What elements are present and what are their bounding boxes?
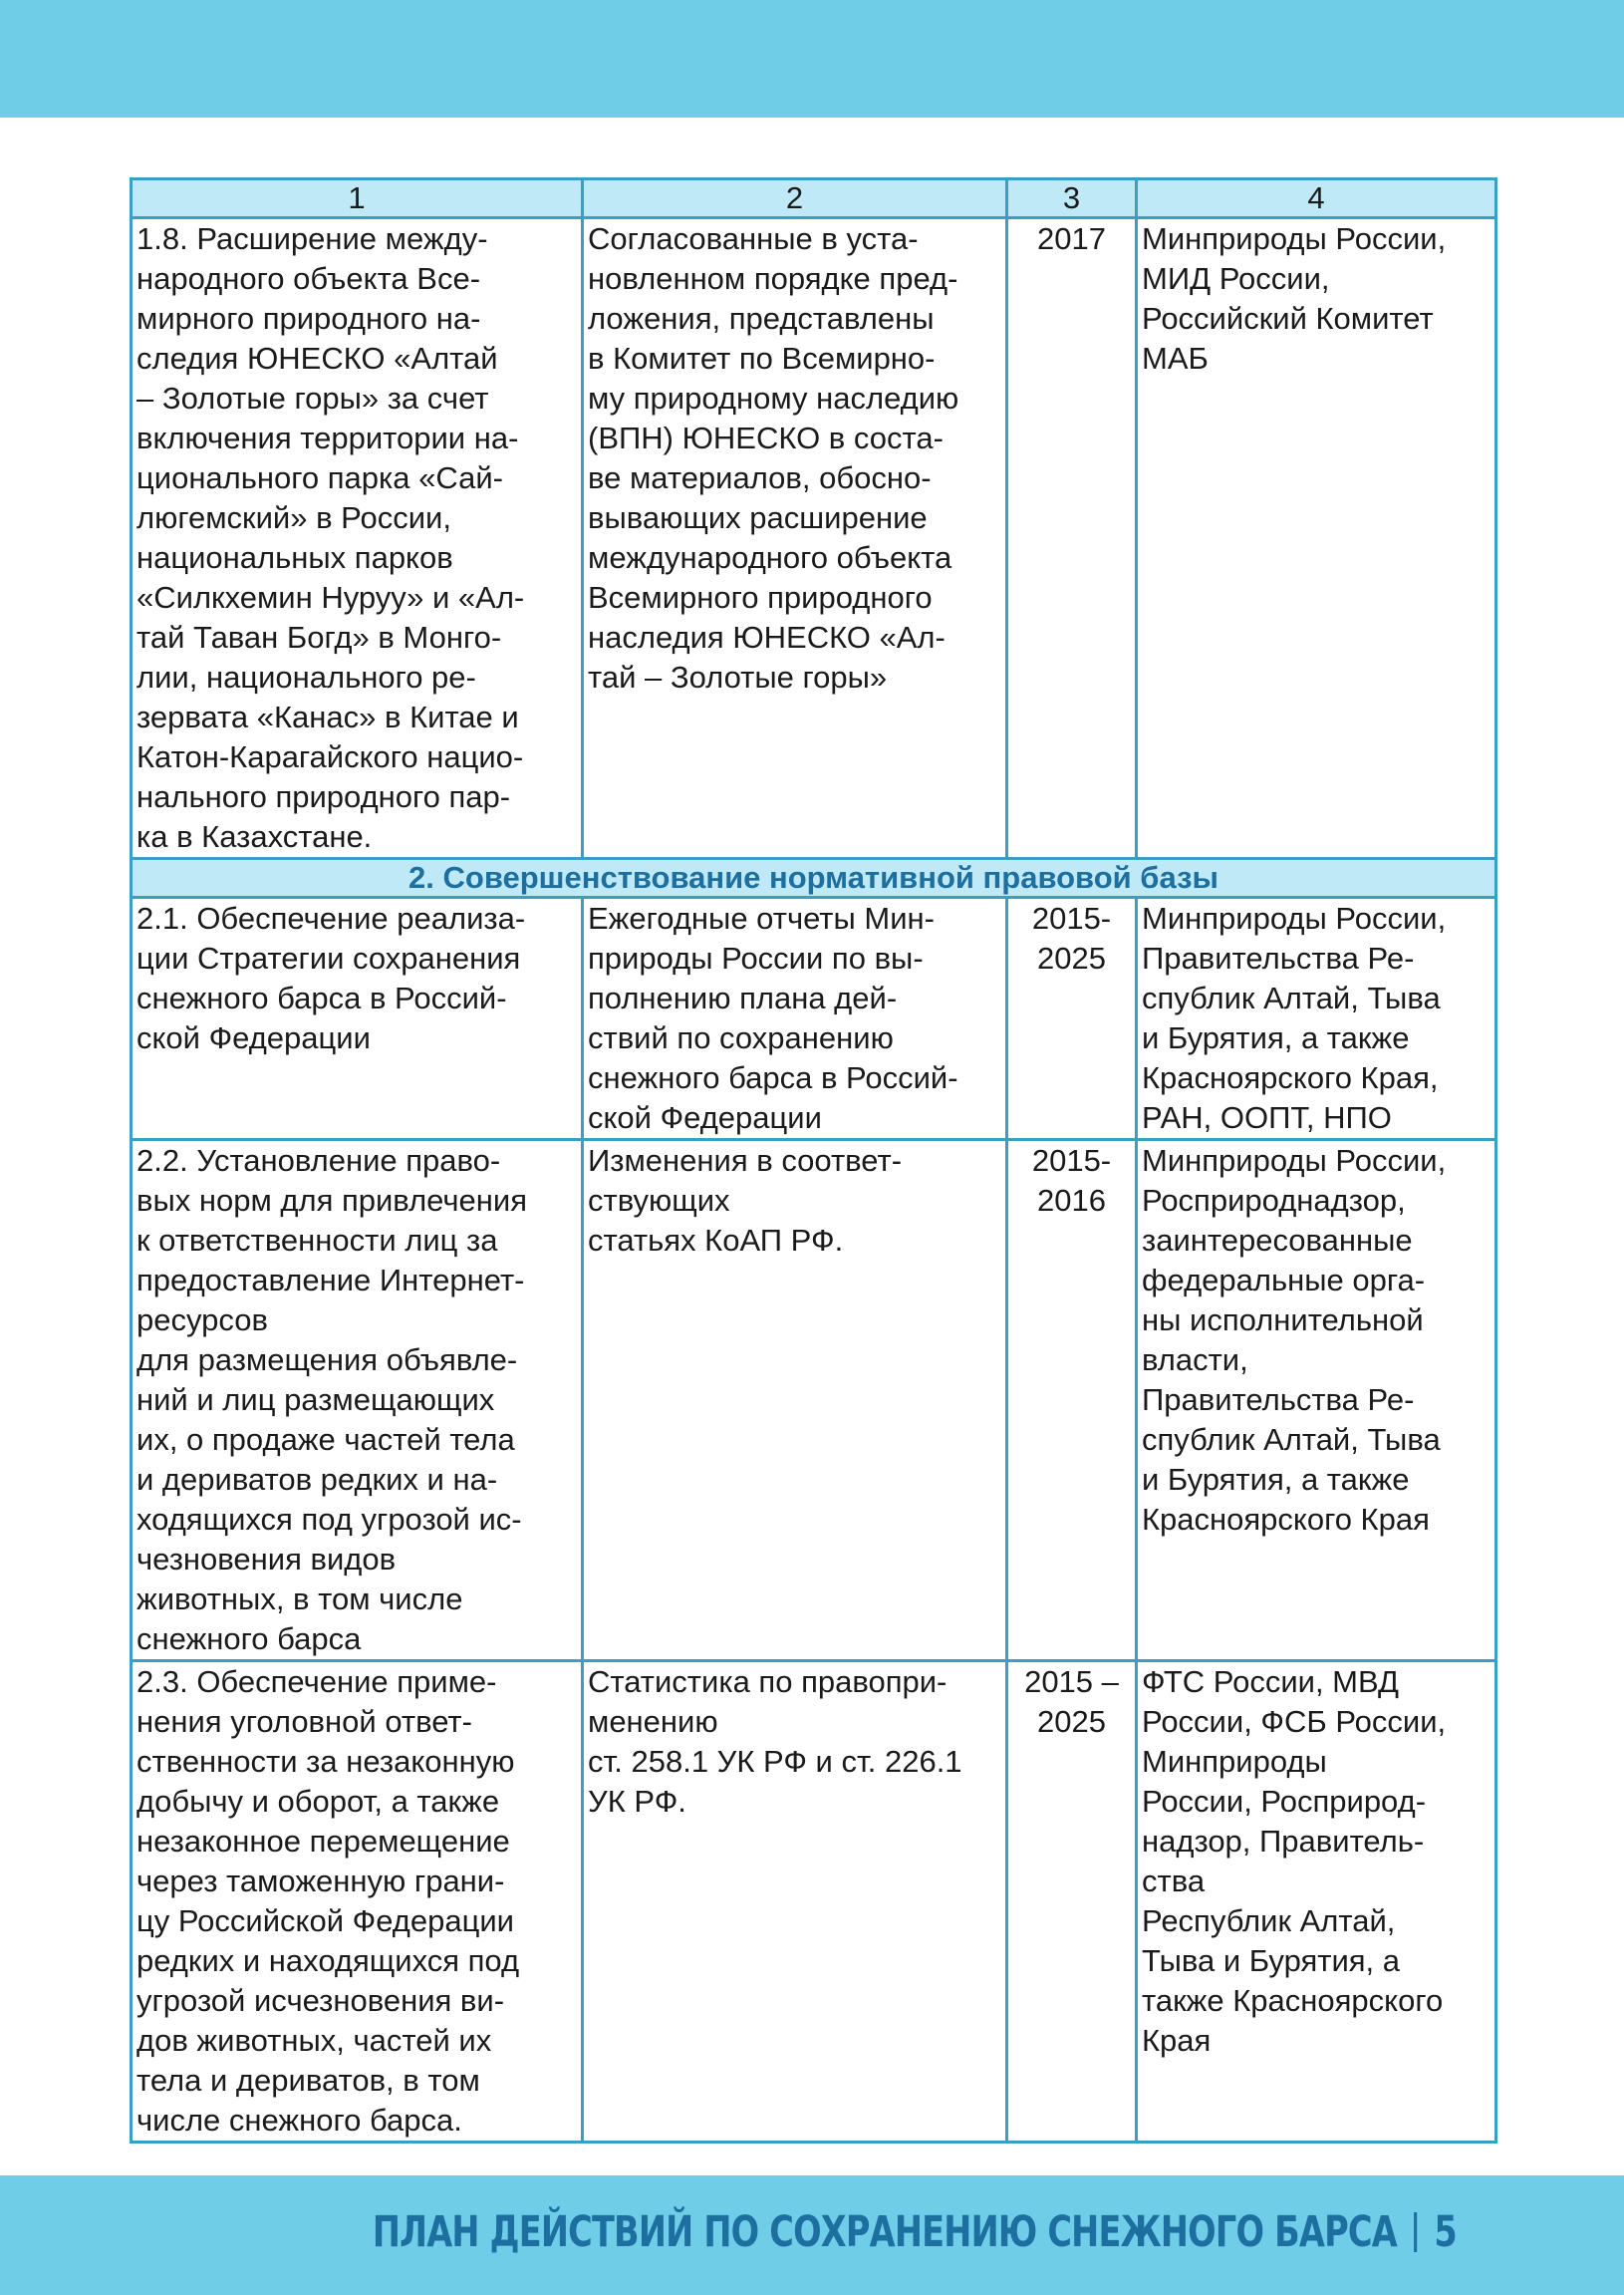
cell-line: природы России по вы- [588, 941, 924, 976]
table-header-row [132, 179, 1496, 218]
result-cell [583, 898, 1007, 1140]
cell-line: Изменения в соответ- [588, 1143, 903, 1178]
cell-line: ционального парка «Сай- [136, 460, 503, 495]
cell-line: власти, [1142, 1342, 1248, 1377]
cell-line: национальных парков [136, 540, 453, 575]
cell-line: мирного природного на- [136, 301, 481, 336]
cell-line: числе снежного барса. [136, 2103, 462, 2138]
cell-line: 1.8. Расширение между- [136, 221, 488, 256]
cell-line: Минприроды России, [1142, 221, 1447, 256]
cell-line: УК РФ. [588, 1784, 686, 1819]
cell-line: животных, в том числе [136, 1581, 463, 1616]
page-footer [373, 2182, 1457, 2282]
cell-line: Края [1142, 2023, 1212, 2058]
cell-line: ложения, представлены [588, 301, 935, 336]
cell-line: 2.3. Обеспечение приме- [136, 1664, 497, 1699]
cell-line: МИД России, [1142, 261, 1330, 296]
cell-line: Правительства Ре- [1142, 941, 1415, 976]
column-header-3: 3 [1007, 179, 1137, 218]
cell-line: России, Росприрод- [1142, 1784, 1427, 1819]
cell-line: нального природного пар- [136, 779, 511, 814]
cell-line: для размещения объявле- [136, 1342, 518, 1377]
column-header-2: 2 [583, 179, 1007, 218]
cell-line: 2015 – [1024, 1664, 1119, 1699]
cell-line: вых норм для привлечения [136, 1183, 527, 1218]
cell-line: (ВПН) ЮНЕСКО в соста- [588, 421, 944, 455]
cell-line: ходящихся под угрозой ис- [136, 1502, 522, 1537]
cell-line: незаконное перемещение [136, 1824, 510, 1859]
cell-line: ской Федерации [136, 1020, 371, 1055]
cell-line: международного объекта [588, 540, 952, 575]
cell-line: также Красноярского [1142, 1983, 1444, 2018]
cell-line: менению [588, 1704, 718, 1739]
cell-line: тела и дериватов, в том [136, 2063, 480, 2098]
cell-line: Катон-Карагайского нацио- [136, 739, 524, 774]
cell-line: Правительства Ре- [1142, 1382, 1415, 1417]
footer-title: ПЛАН ДЕЙСТВИЙ ПО СОХРАНЕНИЮ СНЕЖНОГО БАРСА [372, 2207, 1398, 2257]
cell-line: ка в Казахстане. [136, 819, 373, 854]
measure-cell [132, 898, 583, 1140]
top-decorative-band [0, 0, 1624, 118]
cell-line: зервата «Канас» в Китае и [136, 700, 519, 734]
cell-line: Российский Комитет [1142, 301, 1434, 336]
column-header-4: 4 [1137, 179, 1496, 218]
cell-line: новленном порядке пред- [588, 261, 958, 296]
measure-cell [132, 218, 583, 859]
table-row [132, 1140, 1496, 1661]
result-cell [583, 1140, 1007, 1661]
cell-line: Минприроды [1142, 1744, 1327, 1779]
measure-cell [132, 1140, 583, 1661]
cell-line: надзор, Правитель- [1142, 1824, 1425, 1859]
cell-line: Минприроды России, [1142, 1143, 1447, 1178]
column-header-1: 1 [132, 179, 583, 218]
responsible-cell [1137, 1661, 1496, 2143]
cell-line: тай Таван Богд» в Монго- [136, 620, 502, 655]
cell-line: ции Стратегии сохранения [136, 941, 521, 976]
cell-line: Ежегодные отчеты Мин- [588, 901, 935, 936]
cell-line: статьях КоАП РФ. [588, 1223, 844, 1258]
cell-line: Согласованные в уста- [588, 221, 919, 256]
cell-line: дов животных, частей их [136, 2023, 492, 2058]
cell-line: ны исполнительной [1142, 1302, 1424, 1337]
measure-cell [132, 1661, 583, 2143]
cell-line: спублик Алтай, Тыва [1142, 1422, 1441, 1457]
cell-line: Всемирного природного [588, 580, 933, 615]
cell-line: и Бурятия, а также [1142, 1020, 1410, 1055]
cell-line: люгемский» в России, [136, 500, 451, 535]
cell-line: народного объекта Все- [136, 261, 481, 296]
cell-line: ства [1142, 1864, 1206, 1898]
cell-line: добычу и оборот, а также [136, 1784, 500, 1819]
cell-line: и Бурятия, а также [1142, 1462, 1410, 1497]
cell-line: ствующих [588, 1183, 730, 1218]
cell-line: Статистика по правопри- [588, 1664, 947, 1699]
cell-line: 2016 [1037, 1183, 1106, 1218]
cell-line: предоставление Интернет- [136, 1263, 525, 1297]
cell-line: 2015- [1031, 901, 1112, 936]
cell-line: Росприроднадзор, [1142, 1183, 1406, 1218]
cell-line: РАН, ООПТ, НПО [1142, 1100, 1392, 1135]
cell-line: 2025 [1037, 1704, 1106, 1739]
cell-line: ФТС России, МВД [1142, 1664, 1399, 1699]
cell-line: вывающих расширение [588, 500, 928, 535]
cell-line: нения уголовной ответ- [136, 1704, 472, 1739]
cell-line: следия ЮНЕСКО «Алтай [136, 341, 498, 376]
cell-line: «Силкхемин Нуруу» и «Ал- [136, 580, 525, 615]
cell-line: ресурсов [136, 1302, 268, 1337]
cell-line: МАБ [1142, 341, 1209, 376]
responsible-cell [1137, 1140, 1496, 1661]
cell-line: Красноярского Края, [1142, 1060, 1439, 1095]
cell-line: 2.1. Обеспечение реализа- [136, 901, 526, 936]
cell-line: 2015- [1031, 1143, 1112, 1178]
cell-line: федеральные орга- [1142, 1263, 1426, 1297]
cell-line: снежного барса [136, 1621, 362, 1656]
cell-line: 2017 [1037, 221, 1106, 256]
cell-line: угрозой исчезновения ви- [136, 1983, 505, 2018]
cell-line: му природному наследию [588, 381, 959, 416]
cell-line: ствий по сохранению [588, 1020, 894, 1055]
table-row [132, 218, 1496, 859]
cell-line: ст. 258.1 УК РФ и ст. 226.1 [588, 1744, 962, 1779]
cell-line: ственности за незаконную [136, 1744, 515, 1779]
deadline-cell [1007, 898, 1137, 1140]
page-number: 5 [1434, 2207, 1457, 2257]
deadline-cell [1007, 1661, 1137, 2143]
footer-separator [1414, 2212, 1417, 2252]
cell-line: ве материалов, обосно- [588, 460, 932, 495]
cell-line: – Золотые горы» за счет [136, 381, 489, 416]
cell-line: в Комитет по Всемирно- [588, 341, 936, 376]
cell-line: включения территории на- [136, 421, 519, 455]
cell-line: цу Российской Федерации [136, 1903, 514, 1938]
cell-line: Минприроды России, [1142, 901, 1447, 936]
table-body [132, 218, 1496, 2143]
cell-line: их, о продаже частей тела [136, 1422, 515, 1457]
cell-line: и дериватов редких и на- [136, 1462, 498, 1497]
responsible-cell [1137, 898, 1496, 1140]
action-plan-table [130, 177, 1497, 2144]
cell-line: полнению плана дей- [588, 981, 898, 1015]
cell-line: заинтересованные [1142, 1223, 1413, 1258]
cell-line: 2025 [1037, 941, 1106, 976]
section-row [132, 859, 1496, 898]
cell-line: России, ФСБ России, [1142, 1704, 1447, 1739]
deadline-cell [1007, 1140, 1137, 1661]
cell-line: 2.2. Установление право- [136, 1143, 501, 1178]
result-cell [583, 218, 1007, 859]
cell-line: наследия ЮНЕСКО «Ал- [588, 620, 946, 655]
cell-line: ний и лиц размещающих [136, 1382, 495, 1417]
responsible-cell [1137, 218, 1496, 859]
cell-line: лии, национального ре- [136, 660, 476, 695]
cell-line: снежного барса в Россий- [588, 1060, 958, 1095]
cell-line: Республик Алтай, [1142, 1903, 1396, 1938]
table-row [132, 898, 1496, 1140]
section-title: 2. Совершенствование нормативной правовой базы [132, 859, 1496, 898]
cell-line: спублик Алтай, Тыва [1142, 981, 1441, 1015]
cell-line: Красноярского Края [1142, 1502, 1430, 1537]
cell-line: Тыва и Бурятия, а [1142, 1943, 1401, 1978]
deadline-cell [1007, 218, 1137, 859]
cell-line: ской Федерации [588, 1100, 822, 1135]
cell-line: через таможенную грани- [136, 1864, 505, 1898]
cell-line: редких и находящихся под [136, 1943, 520, 1978]
cell-line: чезновения видов [136, 1542, 397, 1577]
result-cell [583, 1661, 1007, 2143]
cell-line: тай – Золотые горы» [588, 660, 888, 695]
cell-line: снежного барса в Россий- [136, 981, 507, 1015]
table-row [132, 1661, 1496, 2143]
cell-line: к ответственности лиц за [136, 1223, 498, 1258]
